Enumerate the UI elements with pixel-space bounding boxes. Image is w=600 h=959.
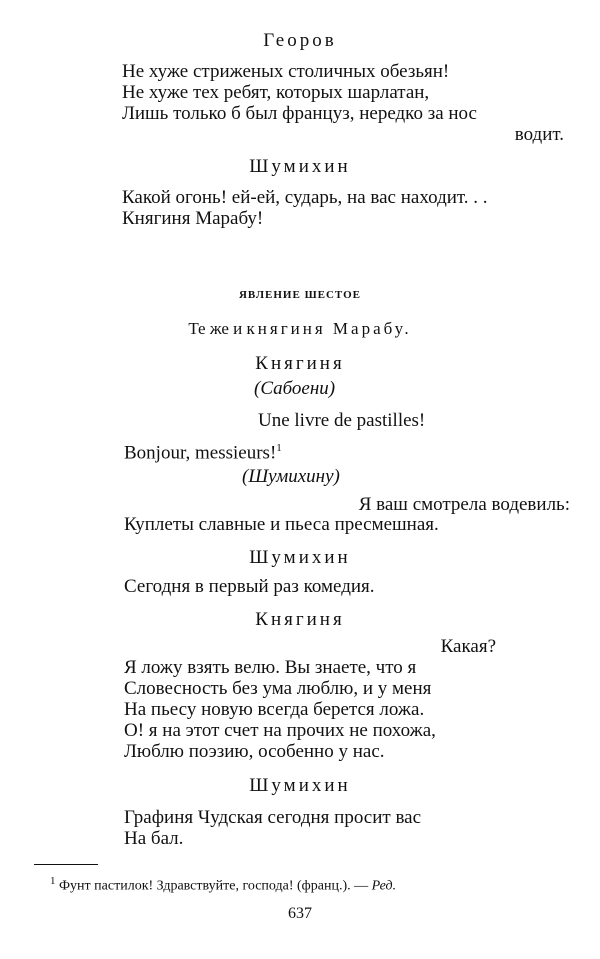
- footnote-mark: 1: [276, 442, 282, 454]
- scene-title: ЯВЛЕНИЕ ШЕСТОЕ: [238, 289, 362, 301]
- verse-line: Я ваш смотрела водевиль:: [358, 494, 570, 515]
- speaker-georov: Георов: [263, 30, 337, 51]
- verse-line-continuation: водит.: [514, 124, 564, 145]
- verse-line: Какая?: [440, 636, 496, 657]
- speaker-shumikhin: Шумихин: [249, 547, 351, 568]
- verse-line: На бал.: [124, 828, 184, 849]
- footnote-text: Фунт пастилок! Здравствуйте, господа! (франц.). —: [59, 878, 369, 894]
- cast-name: княгиня Марабу.: [246, 319, 412, 338]
- footnote-divider: [34, 864, 98, 865]
- scene-cast: [0, 319, 600, 339]
- speaker-shumikhin: Шумихин: [249, 156, 351, 177]
- verse-line: Княгиня Марабу!: [122, 208, 264, 229]
- verse-line: Люблю поэзию, особенно у нас.: [124, 741, 385, 762]
- stage-direction: (Сабоени): [254, 378, 336, 399]
- footnote-editor: Ред.: [371, 878, 397, 894]
- verse-line: Какой огонь! ей-ей, сударь, на вас находит. . .: [122, 187, 488, 208]
- speaker-knyaginya: Княгиня: [255, 353, 345, 374]
- verse-line: Лишь только б был француз, нередко за нос: [122, 103, 477, 124]
- verse-line: Une livre de pastilles!: [258, 410, 426, 431]
- verse-line: Графиня Чудская сегодня просит вас: [124, 807, 422, 828]
- verse-line: Словесность без ума люблю, и у меня: [124, 678, 432, 699]
- footnote: [50, 875, 396, 895]
- verse-line: О! я на этот счет на прочих не похожа,: [124, 720, 436, 741]
- footnote-number: 1: [50, 875, 56, 887]
- verse-line: Куплеты славные и пьеса пресмешная.: [124, 514, 439, 535]
- speaker-shumikhin: Шумихин: [249, 775, 351, 796]
- page-number: 637: [288, 905, 312, 922]
- verse-line: Не хуже тех ребят, которых шарлатан,: [122, 82, 430, 103]
- speaker-knyaginya: Княгиня: [255, 609, 345, 630]
- verse-line: Сегодня в первый раз комедия.: [124, 576, 375, 597]
- verse-line: Я ложу взять велю. Вы знаете, что я: [124, 657, 417, 678]
- verse-text: Bonjour, messieurs!: [124, 442, 277, 464]
- verse-line: На пьесу новую всегда берется ложа.: [124, 699, 425, 720]
- stage-direction: (Шумихину): [242, 466, 340, 487]
- verse-line: [124, 437, 282, 464]
- cast-prefix: Те же и: [188, 319, 243, 338]
- verse-line: Не хуже стриженых столичных обезьян!: [122, 61, 450, 82]
